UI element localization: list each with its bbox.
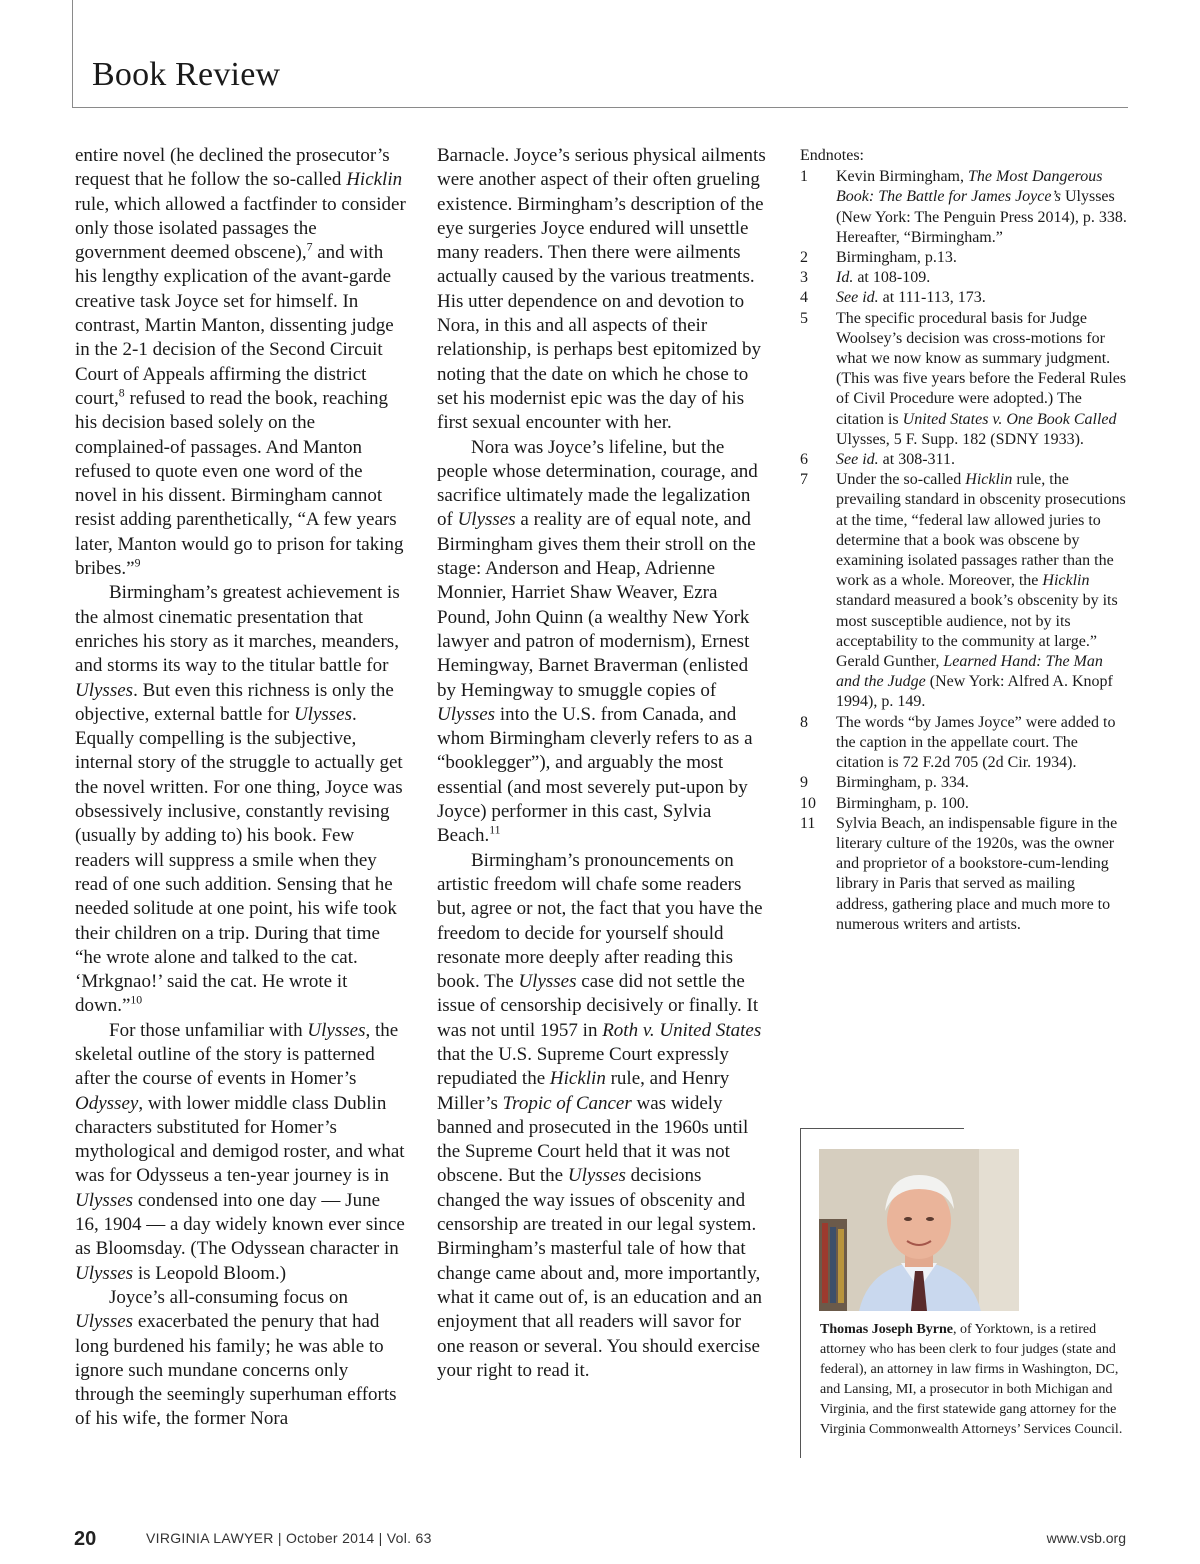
paragraph	[75, 581, 407, 1018]
endnote-item	[800, 794, 1128, 814]
endnote-item	[800, 167, 1128, 248]
author-name: Thomas Joseph Byrne	[820, 1322, 954, 1337]
publication-info: VIRGINIA LAWYER | October 2014 | Vol. 63	[146, 1530, 432, 1546]
text-run: . But even this richness is only the objective, external battle for	[75, 679, 394, 725]
paragraph	[75, 144, 407, 581]
paragraph	[437, 849, 769, 1384]
italic-text: Ulysses	[75, 679, 134, 701]
italic-text: Hicklin	[346, 169, 403, 191]
author-bio	[820, 1320, 1130, 1440]
endnote-number: 2	[800, 249, 808, 267]
italic-text: Ulysses	[75, 1189, 134, 1211]
endnote-text	[836, 268, 1128, 288]
italic-text: Ulysses	[518, 971, 577, 993]
endnote-text	[836, 470, 1128, 712]
header-vertical-rule	[72, 0, 73, 108]
text-run: Nora was Joyce’s lifeline, but the people whose determination, courage, and sacrifice ultimately made the legalization of	[437, 436, 758, 531]
text-run: rule, which allowed a factfinder to consider only those isolated passages the government deemed obscene),	[75, 193, 406, 264]
text-run: Ulysses (New York: The Penguin Press 2014), p. 338. Hereafter, “Birmingham.”	[836, 188, 1127, 246]
italic-text: The Most Dangerous Book: The Battle for James Joyce’s	[836, 168, 1103, 206]
bio-top-rule	[800, 1128, 964, 1129]
text-run: a reality are of equal note, and Birmingham gives them their stroll on the stage: Anderson and Heap, Adrienne Monnier, Harriet Shaw Weaver, Ezra Pound, John Quinn (a wealthy New York lawyer and patron of modernism), Ernest Hemingway, Barnet Braverman (enlisted by Hemingway to smuggle copies of	[437, 509, 756, 701]
text-run: into the U.S. from Canada, and whom Birmingham cleverly refers to as a “booklegger”), and arguably the most essential (and most severely put-upon by Joyce) performer in this cast, Sylvia Beach.	[437, 703, 753, 847]
website-link[interactable]: www.vsb.org	[1046, 1530, 1126, 1546]
bio-side-rule	[800, 1128, 801, 1458]
text-run: For those unfamiliar with	[109, 1019, 308, 1041]
endnote-text	[836, 814, 1128, 935]
italic-text: Hicklin	[965, 471, 1013, 489]
body-column-1	[75, 144, 407, 1432]
endnote-item	[800, 450, 1128, 470]
italic-text: Ulysses	[293, 703, 352, 725]
endnote-text	[836, 309, 1128, 450]
footnote-ref: 10	[130, 994, 143, 1008]
text-run: rule, the prevailing standard in obscenity prosecutions at the time, “federal law allowed juries to determine that a book was obscene by examining isolated passages rather than the work as a whole. Moreover, the	[836, 471, 1126, 590]
endnotes	[800, 146, 1128, 935]
italic-text: See id.	[836, 451, 879, 469]
endnote-number: 1	[800, 168, 808, 186]
footnote-ref: 11	[489, 823, 501, 837]
italic-text: Id.	[836, 269, 854, 287]
endnote-number: 11	[800, 814, 816, 832]
text-run: refused to read the book, reaching his decision based solely on the complained-of passages. And Manton refused to quote even one word of the novel in his dissent. Birmingham cannot resist adding parenthetically, “A few years later, Manton would go to prison for taking bribes.”	[75, 387, 404, 580]
text-run: (New York: Alfred A. Knopf 1994), p. 149.	[836, 673, 1113, 711]
footnote-ref: 7	[306, 240, 313, 254]
endnote-text	[836, 288, 1128, 308]
italic-text: Hicklin	[1042, 572, 1090, 590]
endnote-item	[800, 713, 1128, 774]
text-run: Ulysses, 5 F. Supp. 182 (SDNY 1933).	[836, 430, 1084, 448]
endnote-item	[800, 288, 1128, 308]
text-run: entire novel (he declined the prosecutor’s request that he follow the so-called	[75, 145, 390, 191]
endnote-number: 10	[800, 794, 816, 812]
italic-text: United States v. One Book Called	[902, 410, 1117, 428]
text-run: , the skeletal outline of the story is patterned after the course of events in Homer’s	[75, 1019, 399, 1090]
endnote-number: 4	[800, 289, 808, 307]
endnotes-list	[800, 167, 1128, 935]
endnote-number: 3	[800, 269, 808, 287]
endnote-item	[800, 268, 1128, 288]
text-run: Birmingham, p. 334.	[836, 774, 969, 792]
footnote-ref: 9	[134, 556, 141, 570]
text-run: Joyce’s all-consuming focus on	[109, 1286, 349, 1308]
endnote-number: 8	[800, 713, 808, 731]
italic-text: Ulysses	[567, 1165, 626, 1187]
italic-text: Ulysses	[437, 703, 496, 725]
text-run: at 308-311.	[878, 451, 955, 469]
text-run: The specific procedural basis for Judge Woolsey’s decision was cross-motions for what we now know as summary judgment. (This was five years before the Federal Rules of Civil Procedure were adopted.) The citation is	[836, 309, 1127, 428]
endnote-number: 7	[800, 471, 808, 489]
text-run: Birmingham, p. 100.	[836, 794, 969, 812]
text-run: condensed into one day — June 16, 1904 — a day widely known ever since as Bloomsday. (The Odyssean character in	[75, 1189, 405, 1260]
text-run: that the U.S. Supreme Court expressly repudiated the	[437, 1043, 729, 1090]
text-run: exacerbated the penury that had long burdened his family; he was able to ignore such mundane concerns only through the seemingly superhuman efforts of his wife, the former Nora	[75, 1311, 397, 1430]
italic-text: Ulysses	[307, 1019, 366, 1041]
endnote-text	[836, 713, 1128, 774]
italic-text: Ulysses	[75, 1262, 134, 1284]
italic-text: Hicklin	[549, 1068, 606, 1090]
text-run: Kevin Birmingham,	[836, 168, 968, 186]
endnote-item	[800, 814, 1128, 935]
endnote-text	[836, 167, 1128, 248]
endnote-text	[836, 248, 1128, 268]
text-run: was widely banned and prosecuted in the 1960s until the Supreme Court held that it was not obscene. But the	[437, 1092, 749, 1187]
paragraph	[75, 1019, 407, 1286]
footnote-ref: 8	[118, 386, 125, 400]
endnote-item	[800, 309, 1128, 450]
page-number: 20	[74, 1528, 97, 1550]
section-title: Book Review	[92, 56, 281, 93]
endnote-text	[836, 794, 1128, 814]
text-run: . Equally compelling is the subjective, internal story of the struggle to actually get the novel written. For one thing, Joyce was obsessively inclusive, constantly revising (usually by adding to) his book. Few readers will suppress a smile when they read of one such addition. Sensing that he needed solitude at one point, his wife took their children on a trip. During that time “he wrote alone and talked to the cat. ‘Mrkgnao!’ said the cat. He wrote it down.”	[75, 703, 403, 1017]
text-run: Birmingham’s greatest achievement is the almost cinematic presentation that enriches his story as it marches, meanders, and storms its way to the titular battle for	[75, 582, 400, 677]
text-run: Barnacle. Joyce’s serious physical ailments were another aspect of their often grueling existence. Birmingham’s description of the eye surgeries Joyce endured will unsettle many readers. Then there were ailments actually caused by the various treatments. His utter dependence on and devotion to Nora, in this and all aspects of their relationship, is perhaps best epitomized by noting that the date on which he chose to set his modernist epic was the day of his first sexual encounter with her.	[437, 145, 766, 434]
paragraph	[437, 436, 769, 849]
endnote-item	[800, 248, 1128, 268]
endnote-number: 6	[800, 451, 808, 469]
text-run: , with lower middle class Dublin characters substituted for Homer’s mythological and demigod roster, and what was for Odysseus a ten-year journey is in	[75, 1092, 405, 1187]
author-photo	[819, 1149, 1019, 1311]
text-run: and with his lengthy explication of the avant-garde creative task Joyce set for himself. In contrast, Martin Manton, dissenting judge in the 2-1 decision of the Second Circuit Court of Appeals affirming the district court,	[75, 242, 394, 409]
endnote-text	[836, 450, 1128, 470]
text-run: Birmingham, p.13.	[836, 249, 957, 267]
author-bio-text: , of Yorktown, is a retired attorney who has been clerk to four judges (state and federal), an attorney in law firms in Washington, DC, and Lansing, MI, a prosecutor in both Michigan and Virginia, and the first statewide gang attorney for the Virginia Commonwealth Attorneys’ Services Council.	[820, 1322, 1123, 1437]
header-horizontal-rule	[72, 107, 1128, 108]
endnote-number: 9	[800, 774, 808, 792]
italic-text: Roth v. United States	[602, 1019, 762, 1041]
text-run: Birmingham’s pronouncements on artistic freedom will chafe some readers but, agree or not, the fact that you have the freedom to decide for yourself should resonate more deeply after reading this book. The	[437, 849, 763, 993]
endnote-number: 5	[800, 309, 808, 327]
italic-text: Odyssey	[75, 1092, 139, 1114]
text-run: rule, and Henry Miller’s	[437, 1068, 730, 1114]
text-run: decisions changed the way issues of obscenity and censorship are treated in our legal system. Birmingham’s masterful tale of how that change came about and, more importantly, what it came out of, is an education and an enjoyment that all readers will savor for one reason or several. You should exercise your right to read it.	[437, 1165, 763, 1381]
text-run: case did not settle the issue of censorship decisively or finally. It was not until 1957 in	[437, 971, 759, 1041]
italic-text: Learned Hand: The Man and the Judge	[836, 653, 1103, 691]
italic-text: Tropic of Cancer	[502, 1092, 632, 1114]
italic-text: Ulysses	[75, 1311, 134, 1333]
paragraph	[437, 144, 769, 436]
italic-text: Ulysses	[457, 509, 516, 531]
italic-text: See id.	[836, 289, 879, 307]
text-run: Under the so-called	[836, 471, 966, 489]
endnote-item	[800, 773, 1128, 793]
text-run: at 108-109.	[853, 269, 931, 287]
endnote-text	[836, 773, 1128, 793]
paragraph	[75, 1286, 407, 1432]
endnote-item	[800, 470, 1128, 712]
body-column-2	[437, 144, 769, 1383]
text-run: standard measured a book’s obscenity by its most susceptible audience, not by its acceptability to the community at large.” Gerald Gunther,	[836, 592, 1118, 671]
text-run: Sylvia Beach, an indispensable figure in the literary culture of the 1920s, was the owner and proprietor of a bookstore-cum-lending library in Paris that served as mailing address, gathering place and much more to numerous writers and artists.	[836, 814, 1118, 933]
endnotes-heading: Endnotes:	[800, 147, 864, 164]
text-run: The words “by James Joyce” were added to the caption in the appellate court. The citation is 72 F.2d 705 (2d Cir. 1934).	[836, 713, 1116, 772]
text-run: is Leopold Bloom.)	[133, 1262, 287, 1284]
text-run: at 111-113, 173.	[878, 289, 986, 307]
